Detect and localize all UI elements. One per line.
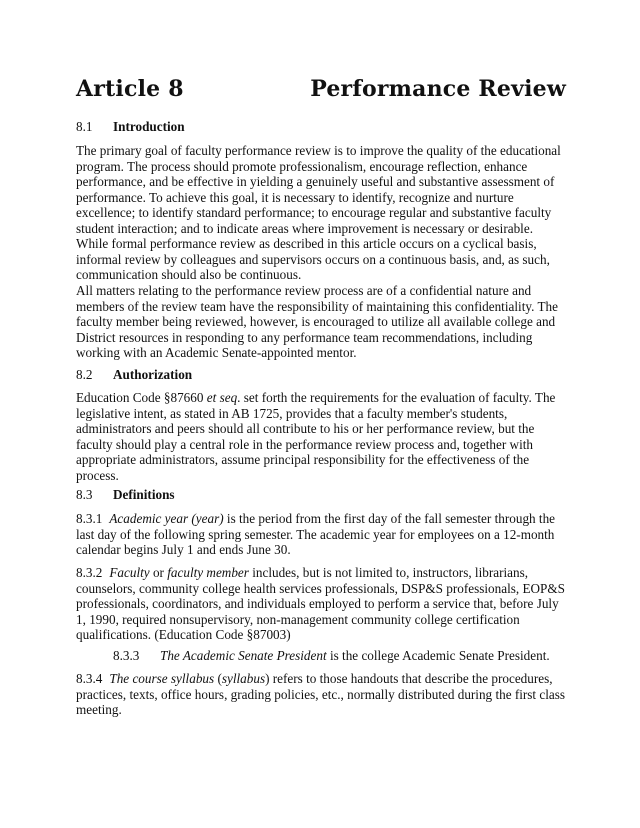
- definition-text: includes, but is not limited to, instructors, librarians, counselors, community college health services professionals, DSP&S professionals, EOP&S professionals, coordinators, and individuals employed to perform a service that, before July 1, 1990, required nonsupervisory, non-management community college certification qualifications. (Education Code §87003): [76, 565, 565, 642]
- article-heading: [76, 76, 566, 102]
- definition-faculty: [76, 565, 566, 643]
- definition-term-alt: syllabus: [221, 671, 266, 686]
- definition-number: 8.3.4: [76, 671, 103, 686]
- definition-term-alt: faculty member: [167, 565, 249, 580]
- definition-number: 8.3.3: [113, 648, 140, 663]
- definition-number: 8.3.2: [76, 565, 103, 580]
- article-title: Performance Review: [310, 76, 566, 102]
- definition-text: is the period from the first day of the fall semester through the last day of the following spring semester. The academic year for employees on a 12-month calendar begins July 1 and ends June 30.: [76, 511, 556, 557]
- intro-paragraph-1: The primary goal of faculty performance review is to improve the quality of the educational program. The process should promote professionalism, encourage reflection, enhance performance, and be effective in yielding a genuinely useful and substantive assessment of performance. To achieve this goal, it is necessary to identify, recognize and nurture excellence; to identify standard performance; to encourage regular and substantive faculty student interaction; and to indicate areas where improvement is necessary or desirable. While formal performance review as described in this article occurs on a cyclical basis, informal review by colleagues and supervisors occurs on a continuous basis, and, as such, communication should also be continuous.: [76, 143, 561, 282]
- definition-paren: (: [214, 671, 222, 686]
- authorization-rest: . set forth the requirements for the evaluation of faculty. The legislative intent, as stated in AB 1725, provides that a faculty member's students, administrators and peers should all contribute to his or her performance review, but the faculty should play a central role in the performance review process and, together with appropriate administrators, assume principal responsibility for the effectiveness of the process.: [76, 390, 556, 483]
- article-number: Article 8: [76, 76, 184, 102]
- section-number: 8.3: [76, 487, 93, 502]
- authorization-italic: et seq: [206, 390, 238, 405]
- definition-course-syllabus: [76, 671, 566, 718]
- definition-senate-president: [113, 648, 566, 664]
- definition-term: Faculty: [109, 565, 150, 580]
- definition-term: The course syllabus: [109, 671, 215, 686]
- definition-term: The Academic Senate President: [160, 648, 327, 663]
- section-number: 8.2: [76, 367, 93, 382]
- section-number: 8.1: [76, 119, 93, 134]
- authorization-lead: Education Code §87660: [76, 390, 207, 405]
- definition-text: is the college Academic Senate President.: [326, 648, 550, 663]
- definition-text: ) refers to those handouts that describe the procedures, practices, texts, office hours, grading policies, etc., normally distributed during the first class meeting.: [76, 671, 566, 717]
- section-label: Introduction: [113, 119, 185, 134]
- authorization-paragraph: [76, 390, 566, 483]
- section-label: Authorization: [113, 367, 193, 382]
- intro-paragraph-2: All matters relating to the performance review process are of a confidential nature and members of the review team have the responsibility of maintaining this confidentiality. The faculty member being reviewed, however, is encouraged to utilize all available college and District resources in responding to any performance team recommendations, including working with an Academic Senate-appointed mentor.: [76, 283, 558, 360]
- section-heading-authorization: [76, 367, 192, 383]
- definition-term: Academic year (year): [109, 511, 224, 526]
- definition-academic-year: [76, 511, 566, 558]
- section-label: Definitions: [113, 487, 175, 502]
- definition-connector: or: [149, 565, 168, 580]
- section-heading-introduction: [76, 119, 185, 135]
- definition-number: 8.3.1: [76, 511, 103, 526]
- section-heading-definitions: [76, 487, 175, 503]
